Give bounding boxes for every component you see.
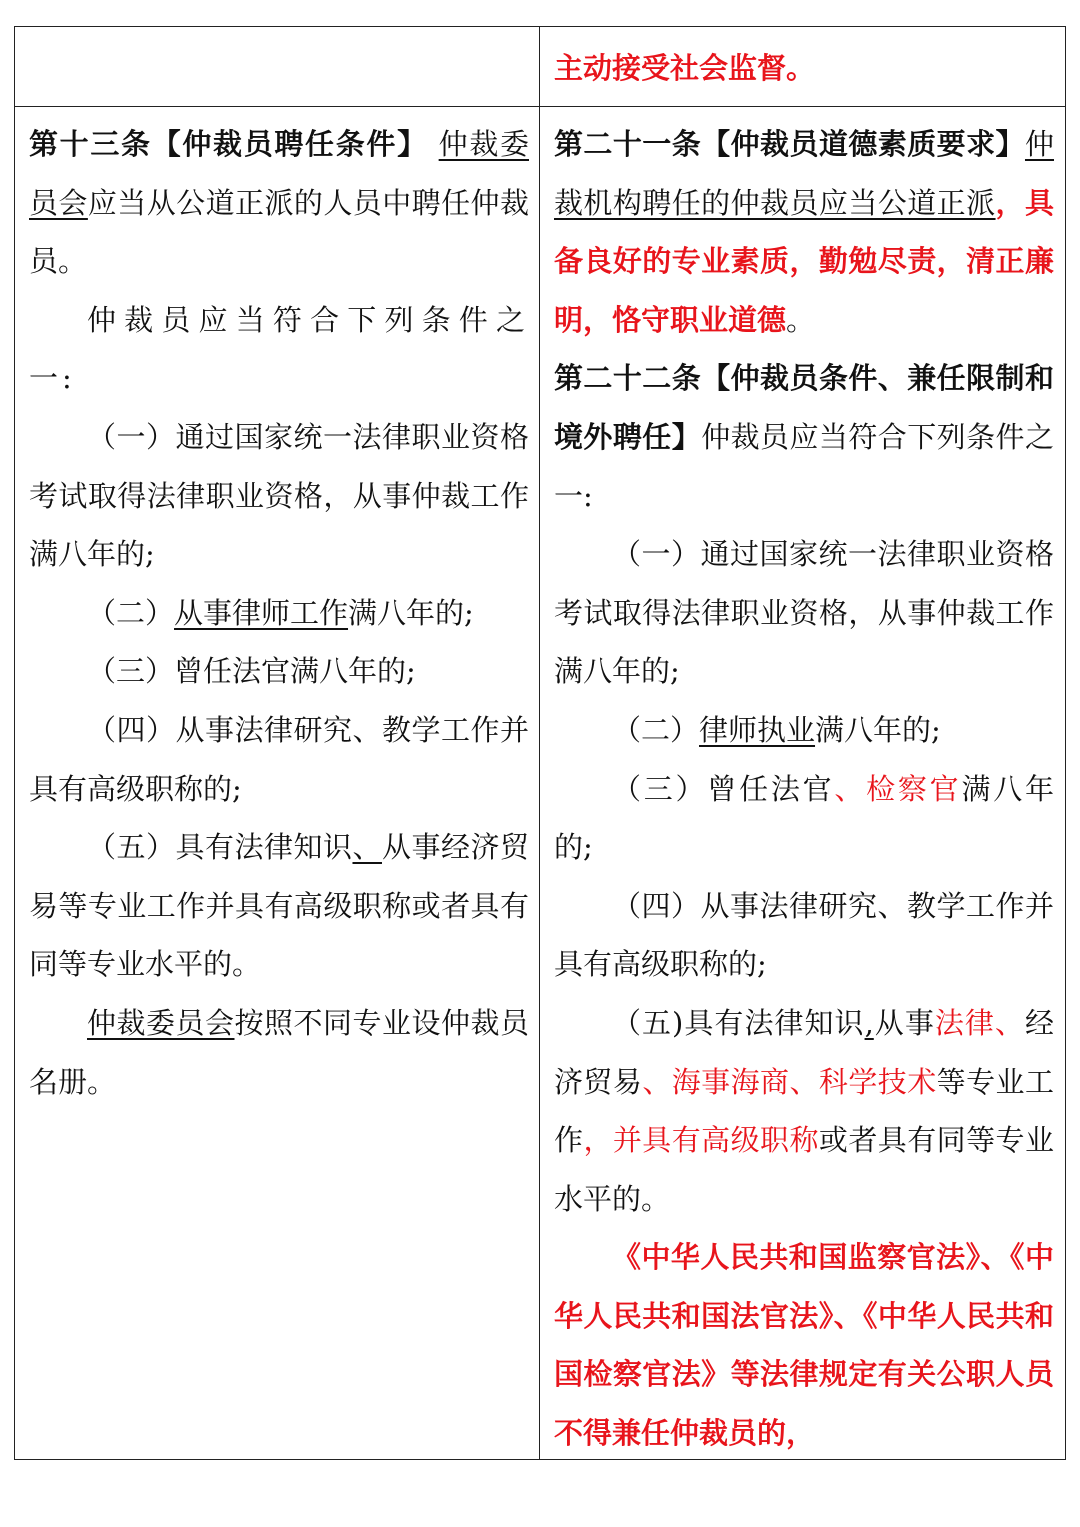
right-item-5-part-d: 等专业工作 bbox=[554, 1064, 1054, 1158]
right-item-4: （四）从事法律研究、教学工作并具有高级职称的; bbox=[554, 888, 1054, 982]
article-13-conditions-intro: 仲裁员应当符合下列条件之一: bbox=[29, 302, 529, 396]
left-roster-text: 按照不同专业设仲裁员名册。 bbox=[29, 1005, 529, 1099]
article-21-underlined: 仲裁机构聘任的仲裁员应当公道正派 bbox=[554, 127, 1054, 220]
right-item-5-part-e: 或者具有同等专业水平的。 bbox=[554, 1123, 1054, 1216]
article-21-end: 。 bbox=[786, 302, 816, 337]
right-item-2-prefix: （二） bbox=[612, 712, 700, 747]
left-item-2-suffix: 满八年的; bbox=[348, 595, 474, 630]
right-item-3-suffix: 满八年的; bbox=[554, 771, 1054, 865]
right-item-2-underlined: 律师执业 bbox=[699, 712, 816, 747]
cell-top-right bbox=[554, 39, 1054, 98]
right-item-5-added-1: 法律、 bbox=[934, 1005, 1025, 1040]
column-divider bbox=[539, 27, 540, 1459]
right-item-5-added-3: ，并具有高级职称 bbox=[583, 1123, 819, 1158]
right-item-3-prefix: （三）曾任法官 bbox=[612, 771, 835, 806]
right-item-5-underlined: , bbox=[864, 1005, 874, 1040]
article-21-added: ，具备良好的专业素质，勤勉尽责，清正廉明，恪守职业道德 bbox=[554, 185, 1054, 337]
left-item-2-underlined: 从事律师工作 bbox=[174, 595, 349, 630]
right-item-2-suffix: 满八年的; bbox=[815, 712, 941, 747]
right-item-2 bbox=[554, 701, 1054, 760]
article-13 bbox=[29, 115, 529, 291]
article-22-title: 第二十二条【仲裁员条件、兼任限制和境外聘任】 bbox=[554, 361, 1054, 454]
row-divider bbox=[15, 106, 1065, 107]
left-item-1: （一）通过国家统一法律职业资格考试取得法律职业资格，从事仲裁工作满八年的; bbox=[29, 419, 529, 572]
top-right-text: 主动接受社会监督。 bbox=[554, 51, 816, 85]
left-item-5-underlined: 、 bbox=[352, 830, 382, 865]
left-item-5 bbox=[29, 818, 529, 994]
right-item-5-part-b: 从事 bbox=[873, 1005, 935, 1040]
left-item-2 bbox=[29, 584, 529, 643]
article-21 bbox=[554, 115, 1054, 349]
left-roster-clause bbox=[29, 994, 529, 1111]
right-item-3 bbox=[554, 760, 1054, 877]
right-public-officials-clause: 《中华人民共和国监察官法》、《中华人民共和国法官法》、《中华人民共和国检察官法》等法律规定有关公职人员不得兼任仲裁员的， bbox=[554, 1240, 1054, 1451]
right-item-5-part-c: 经济贸易 bbox=[554, 1005, 1054, 1099]
left-item-4: （四）从事法律研究、教学工作并具有高级职称的; bbox=[29, 712, 529, 806]
left-item-2-prefix: （二） bbox=[87, 595, 175, 630]
cell-right-new-law bbox=[554, 115, 1054, 1463]
article-13-title: 第十三条【仲裁员聘任条件】 bbox=[29, 127, 428, 161]
article-13-subject: 仲裁委员会 bbox=[29, 127, 529, 220]
left-item-3: （三）曾任法官满八年的; bbox=[87, 654, 416, 689]
article-22-text: 仲裁员应当符合下列条件之一: bbox=[554, 419, 1054, 513]
article-21-title: 第二十一条【仲裁员道德素质要求】 bbox=[554, 127, 1025, 161]
article-22 bbox=[554, 349, 1054, 525]
right-item-5-prefix: （五)具有法律知识 bbox=[612, 1005, 865, 1040]
left-roster-subject: 仲裁委员会 bbox=[87, 1005, 235, 1040]
right-item-5-added-2: 、海事海商、科学技术 bbox=[642, 1064, 937, 1099]
cell-left-old-law bbox=[29, 115, 529, 1111]
left-item-5-suffix: 从事经济贸易等专业工作并具有高级职称或者具有同等专业水平的。 bbox=[29, 830, 529, 982]
right-item-3-added: 、检察官 bbox=[834, 771, 962, 806]
right-item-5 bbox=[554, 994, 1054, 1228]
left-item-5-prefix: （五）具有法律知识 bbox=[87, 830, 353, 865]
right-item-1: （一）通过国家统一法律职业资格考试取得法律职业资格，从事仲裁工作满八年的; bbox=[554, 537, 1054, 689]
article-13-text: 应当从公道正派的人员中聘任仲裁员。 bbox=[29, 185, 529, 279]
comparison-table bbox=[14, 26, 1066, 1460]
